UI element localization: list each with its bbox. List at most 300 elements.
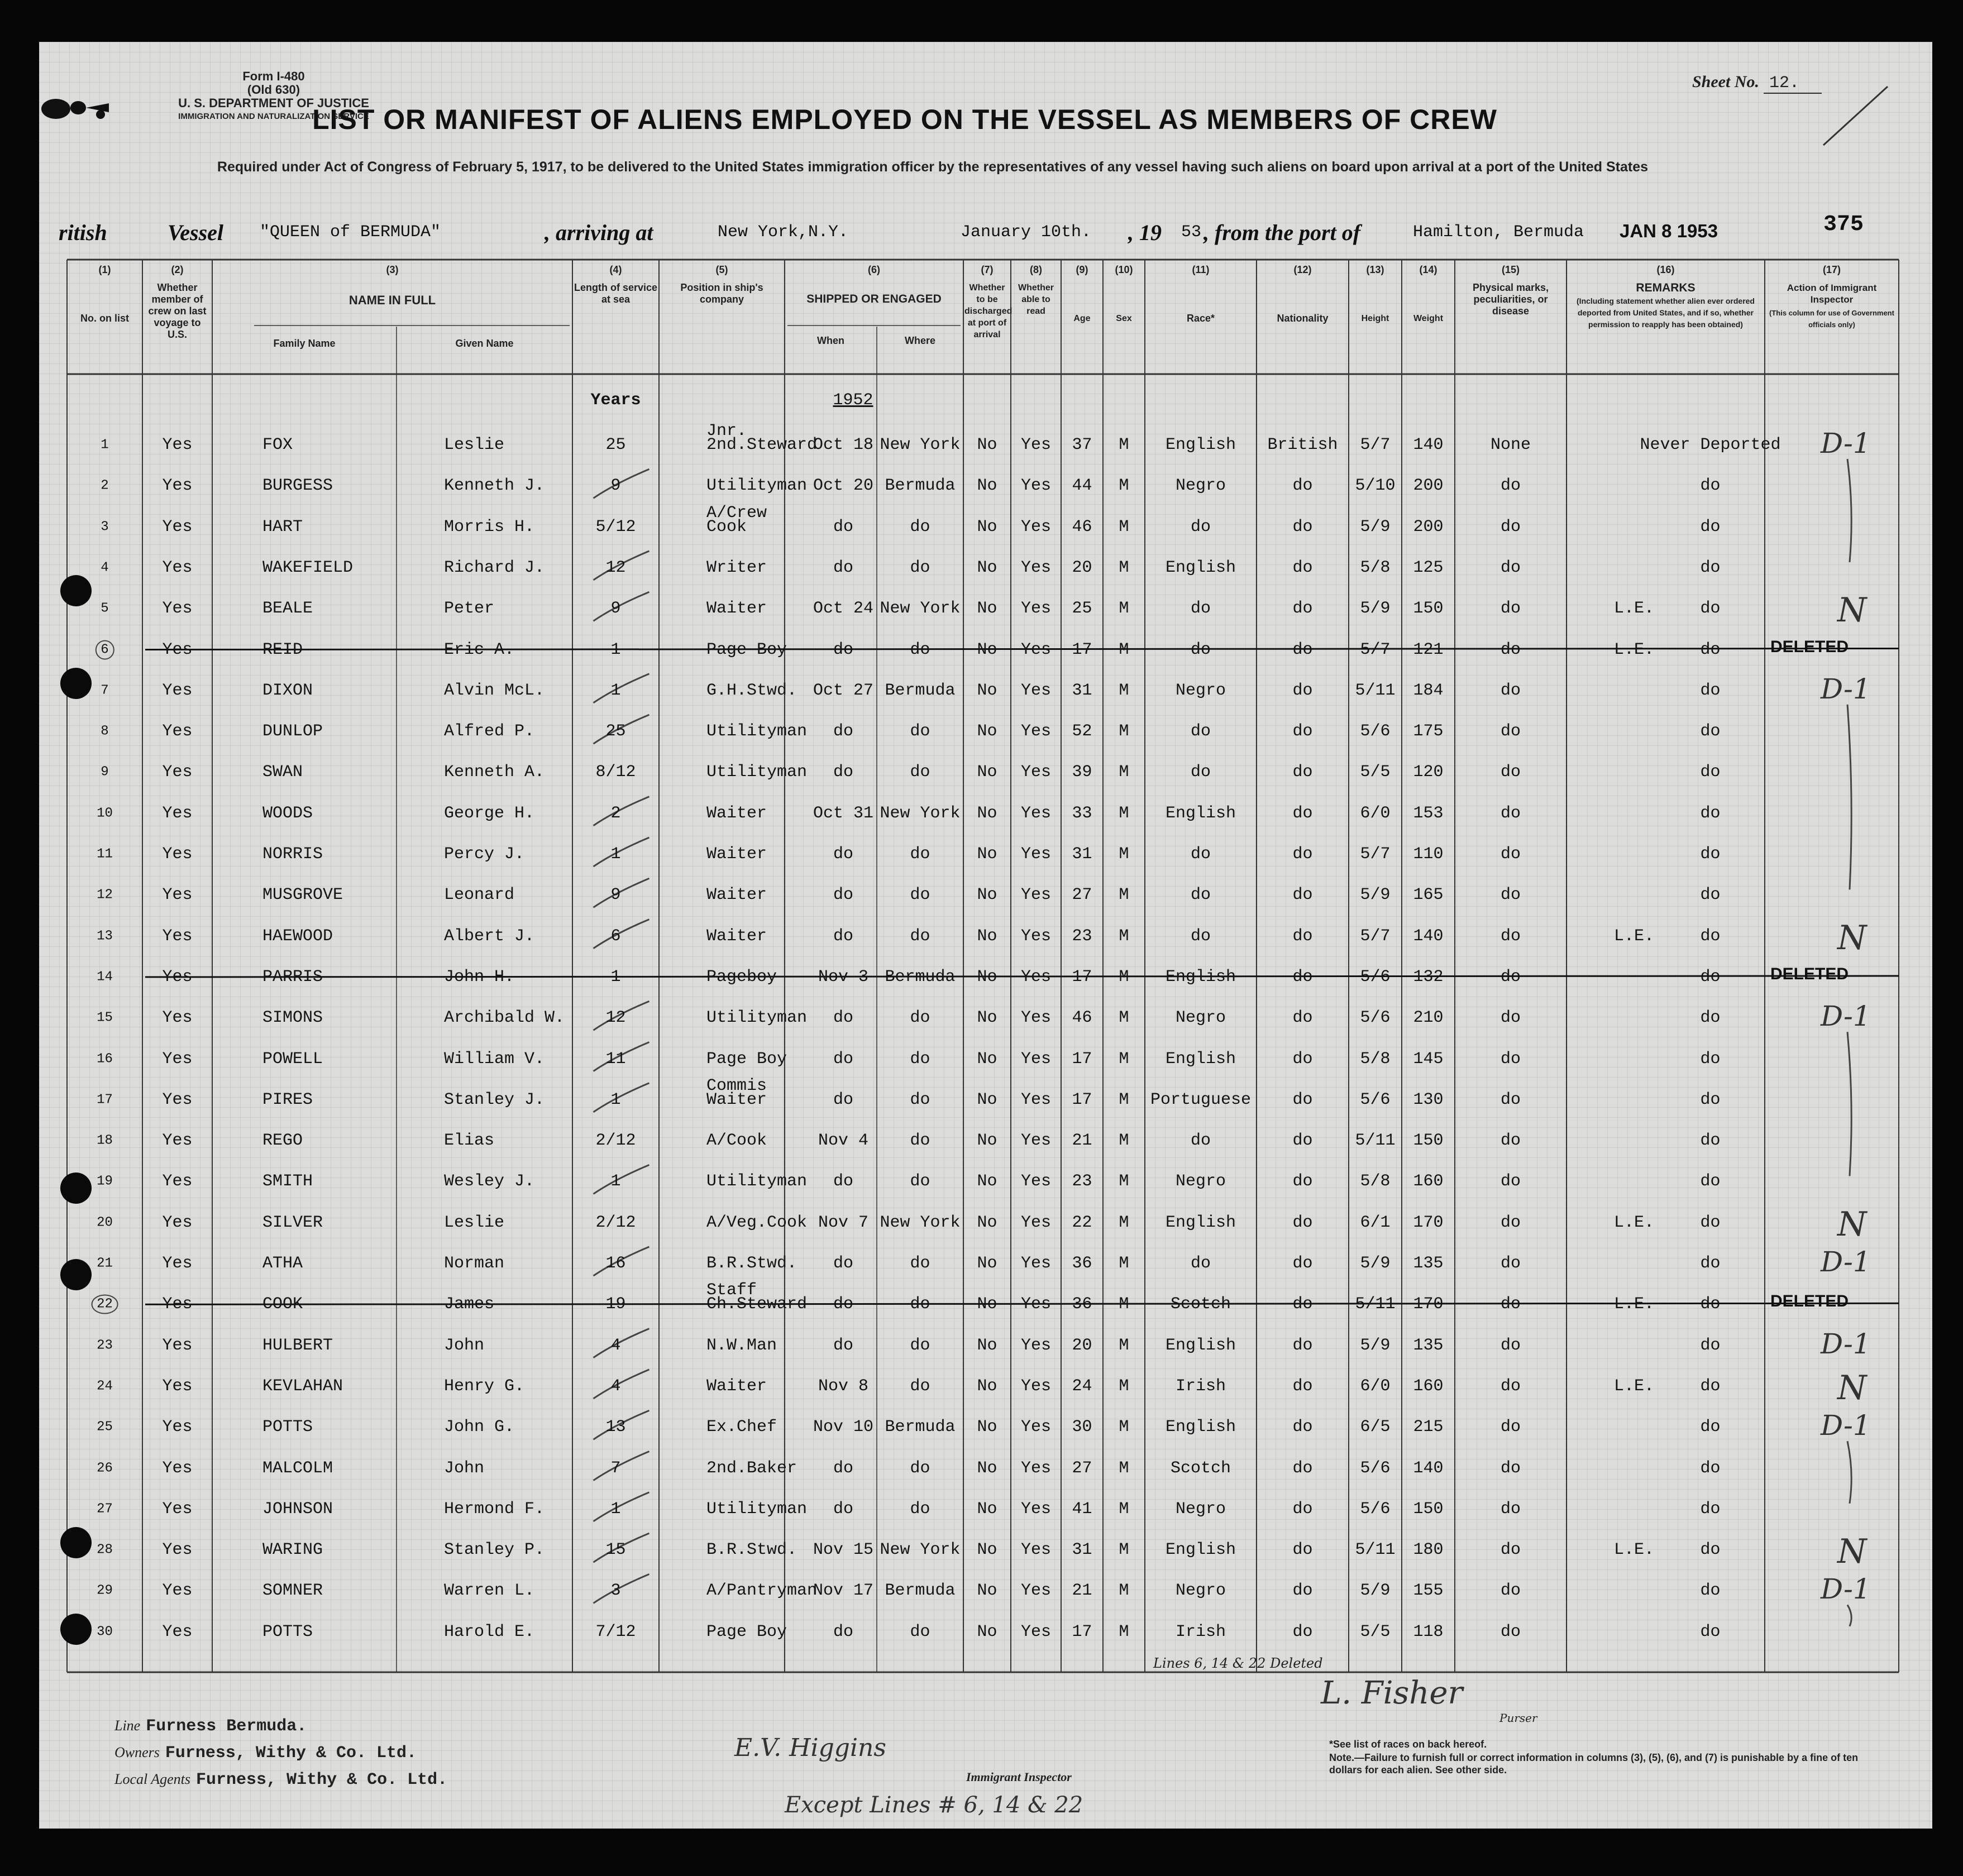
shipped-where: New York xyxy=(880,436,961,454)
race: do xyxy=(1190,599,1211,619)
height: 5/7 xyxy=(1360,845,1391,864)
position: G.H.Stwd. xyxy=(706,681,797,700)
shipped-when: do xyxy=(833,886,854,905)
race: English xyxy=(1165,803,1236,823)
form-id: Form I-480 xyxy=(242,69,305,83)
length-of-service: 1 xyxy=(610,1499,621,1519)
nationality: do xyxy=(1292,599,1313,619)
deleted-stamp: DELETED xyxy=(1770,637,1849,656)
remarks-le: L.E. xyxy=(1614,1295,1655,1314)
header-c5-label: Position in ship's company xyxy=(680,282,763,305)
physical-marks: do xyxy=(1500,1172,1521,1191)
service-check-mark xyxy=(594,1574,649,1603)
family-name: PIRES xyxy=(262,1090,313,1109)
physical-marks: do xyxy=(1500,640,1521,659)
agents-field xyxy=(114,1770,447,1789)
row-number: 8 xyxy=(101,724,109,739)
height: 6/1 xyxy=(1360,1213,1391,1232)
row-number: 4 xyxy=(101,560,109,576)
service-check-mark xyxy=(594,674,649,703)
nationality: British xyxy=(1267,436,1338,454)
remarks: do xyxy=(1700,476,1721,496)
position: B.R.Stwd. xyxy=(706,1254,797,1273)
prev-voyage: Yes xyxy=(162,1540,193,1560)
inspector-action-mark: D-1 xyxy=(1821,427,1871,460)
family-name: SIMONS xyxy=(262,1008,323,1028)
shipped-where: do xyxy=(910,1008,930,1028)
row-number: 26 xyxy=(97,1461,113,1476)
service-check-mark xyxy=(594,1452,649,1481)
shipped-when: Oct 24 xyxy=(813,599,874,619)
row-number: 7 xyxy=(101,683,109,698)
height: 6/0 xyxy=(1360,803,1391,823)
nationality: do xyxy=(1292,1295,1313,1314)
physical-marks: do xyxy=(1500,845,1521,864)
sex: M xyxy=(1119,640,1129,659)
race: English xyxy=(1165,436,1236,454)
weight: 165 xyxy=(1413,886,1444,905)
shipped-where: do xyxy=(910,926,930,946)
family-name: REID xyxy=(262,640,303,659)
line-field xyxy=(114,1717,307,1736)
deleted-stamp: DELETED xyxy=(1770,964,1849,983)
length-of-service: 7/12 xyxy=(595,1622,636,1642)
race: Negro xyxy=(1175,681,1226,700)
age: 37 xyxy=(1072,436,1092,454)
height: 5/8 xyxy=(1360,558,1391,577)
sex: M xyxy=(1119,1581,1129,1601)
arriving-label: , arriving at xyxy=(545,220,653,245)
shipped-when: Nov 3 xyxy=(818,967,869,987)
physical-marks: do xyxy=(1500,1254,1521,1273)
sex: M xyxy=(1119,1418,1129,1437)
header-shipped-when: When xyxy=(817,335,844,346)
shipped-where: do xyxy=(910,1376,930,1396)
remarks: do xyxy=(1700,1622,1721,1642)
physical-marks: do xyxy=(1500,886,1521,905)
given-name: Morris H. xyxy=(444,517,535,537)
height: 5/11 xyxy=(1355,681,1396,700)
weight: 132 xyxy=(1413,967,1444,987)
row-number: 28 xyxy=(97,1542,113,1558)
nationality: do xyxy=(1292,1540,1313,1560)
service-check-mark xyxy=(594,1370,649,1399)
row-number: 23 xyxy=(97,1338,113,1353)
sex: M xyxy=(1119,926,1129,946)
row-number: 10 xyxy=(97,806,113,821)
remarks: do xyxy=(1700,967,1721,987)
age: 20 xyxy=(1072,1336,1092,1355)
remarks: do xyxy=(1700,845,1721,864)
service-check-mark xyxy=(594,878,649,907)
lines-deleted-note: Lines 6, 14 & 22 Deleted xyxy=(1153,1655,1323,1671)
shipped-where: do xyxy=(910,1295,930,1314)
shipped-where: do xyxy=(910,640,930,659)
punch-hole xyxy=(60,668,92,699)
family-name: HULBERT xyxy=(262,1336,333,1355)
shipped-where: do xyxy=(910,845,930,864)
race: Negro xyxy=(1175,1172,1226,1191)
arrival-port: New York,N.Y. xyxy=(718,223,849,242)
able-to-read: Yes xyxy=(1020,1458,1052,1478)
race: English xyxy=(1165,558,1236,577)
shipped-where: do xyxy=(910,1172,930,1191)
row-number: 18 xyxy=(97,1133,113,1148)
able-to-read: Yes xyxy=(1020,1336,1052,1355)
race: do xyxy=(1190,886,1211,905)
physical-marks: do xyxy=(1500,1458,1521,1478)
position-line1: Staff xyxy=(706,1281,757,1300)
from-port-label: , from the port of xyxy=(1203,220,1361,245)
given-name: James xyxy=(444,1295,495,1314)
physical-marks: do xyxy=(1500,1418,1521,1437)
shipped-when: Oct 27 xyxy=(813,681,874,700)
nationality: do xyxy=(1292,1090,1313,1109)
weight: 215 xyxy=(1413,1418,1444,1437)
weight: 160 xyxy=(1413,1172,1444,1191)
able-to-read: Yes xyxy=(1020,1376,1052,1396)
physical-marks: do xyxy=(1500,1008,1521,1028)
race-note: *See list of races on back hereof. xyxy=(1329,1739,1487,1750)
able-to-read: Yes xyxy=(1020,886,1052,905)
physical-marks: do xyxy=(1500,926,1521,946)
shipped-where: do xyxy=(910,1254,930,1273)
able-to-read: Yes xyxy=(1020,1090,1052,1109)
header-c17-label: Action of Immigrant Inspector xyxy=(1787,283,1877,305)
given-name: Stanley P. xyxy=(444,1540,545,1560)
header-c4-label: Length of service at sea xyxy=(574,282,658,305)
able-to-read: Yes xyxy=(1020,967,1052,987)
header-c12-label: Nationality xyxy=(1277,313,1329,324)
prev-voyage: Yes xyxy=(162,1499,193,1519)
height: 5/6 xyxy=(1360,1090,1391,1109)
arrival-year-prefix: , 19 xyxy=(1128,220,1162,245)
physical-marks: do xyxy=(1500,1622,1521,1642)
except-lines-note: Except Lines # 6, 14 & 22 xyxy=(785,1792,1083,1818)
length-of-service: 12 xyxy=(605,1008,626,1028)
remarks: do xyxy=(1700,1213,1721,1232)
nationality: do xyxy=(1292,722,1313,741)
physical-marks: do xyxy=(1500,1540,1521,1560)
header-c8-label: Whether able to read xyxy=(1018,283,1054,316)
physical-marks: do xyxy=(1500,1581,1521,1601)
sex: M xyxy=(1119,845,1129,864)
height: 5/6 xyxy=(1360,1458,1391,1478)
position-line2: Waiter xyxy=(706,1090,767,1109)
nationality: do xyxy=(1292,1172,1313,1191)
weight: 210 xyxy=(1413,1008,1444,1028)
shipped-where: do xyxy=(910,1458,930,1478)
remarks: do xyxy=(1700,1131,1721,1151)
position: Pageboy xyxy=(706,967,777,987)
deleted-stamp: DELETED xyxy=(1770,1292,1849,1311)
race: Irish xyxy=(1175,1376,1226,1396)
row-number: 27 xyxy=(97,1501,113,1517)
master-title: Purser xyxy=(1499,1711,1537,1725)
prev-voyage: Yes xyxy=(162,1131,193,1151)
prev-voyage: Yes xyxy=(162,886,193,905)
remarks: do xyxy=(1700,1499,1721,1519)
line-label: Line xyxy=(114,1717,141,1734)
given-name: Kenneth A. xyxy=(444,763,545,782)
shipped-where: New York xyxy=(880,1213,961,1232)
shipped-when: Nov 7 xyxy=(818,1213,869,1232)
race: do xyxy=(1190,1254,1211,1273)
row-number: 24 xyxy=(97,1379,113,1394)
prev-voyage: Yes xyxy=(162,967,193,987)
discharge: No xyxy=(977,967,997,987)
prev-voyage: Yes xyxy=(162,558,193,577)
header-c15-label: Physical marks, peculiarities, or disease xyxy=(1472,282,1549,317)
physical-marks: do xyxy=(1500,1499,1521,1519)
height: 5/11 xyxy=(1355,1131,1396,1151)
remarks: do xyxy=(1700,1008,1721,1028)
sex: M xyxy=(1119,681,1129,700)
age: 41 xyxy=(1072,1499,1092,1519)
length-of-service: 1 xyxy=(610,967,621,987)
row-number: 30 xyxy=(97,1624,113,1640)
remarks-le: L.E. xyxy=(1614,640,1655,659)
height: 5/9 xyxy=(1360,1336,1391,1355)
position: Utilityman xyxy=(706,476,808,496)
shipped-when: Nov 15 xyxy=(813,1540,874,1560)
sex: M xyxy=(1119,476,1129,496)
shipped-when: do xyxy=(833,1336,854,1355)
sex: M xyxy=(1119,763,1129,782)
able-to-read: Yes xyxy=(1020,1172,1052,1191)
height: 5/10 xyxy=(1355,476,1396,496)
sex: M xyxy=(1119,599,1129,619)
remarks: do xyxy=(1700,1295,1721,1314)
position-line1: Jnr. xyxy=(706,422,747,441)
nationality: do xyxy=(1292,517,1313,537)
prev-voyage: Yes xyxy=(162,1376,193,1396)
given-name: John xyxy=(444,1458,485,1478)
shipped-where: Bermuda xyxy=(885,967,956,987)
family-name: WAKEFIELD xyxy=(262,558,354,577)
shipped-where: do xyxy=(910,722,930,741)
discharge: No xyxy=(977,558,997,577)
able-to-read: Yes xyxy=(1020,1295,1052,1314)
header-c7-num: (7) xyxy=(981,264,994,275)
prev-voyage: Yes xyxy=(162,1172,193,1191)
family-name: POTTS xyxy=(262,1418,313,1437)
header-c15-num: (15) xyxy=(1501,264,1520,275)
race: do xyxy=(1190,722,1211,741)
discharge: No xyxy=(977,1090,997,1109)
pencil-check-mark xyxy=(1823,87,1888,145)
inspector-action-mark: D-1 xyxy=(1821,1327,1871,1360)
age: 31 xyxy=(1072,681,1092,700)
age: 31 xyxy=(1072,1540,1092,1560)
discharge: No xyxy=(977,1418,997,1437)
discharge: No xyxy=(977,681,997,700)
able-to-read: Yes xyxy=(1020,1213,1052,1232)
sex: M xyxy=(1119,1254,1129,1273)
height: 6/0 xyxy=(1360,1376,1391,1396)
header-family-name: Family Name xyxy=(273,338,336,349)
row-number: 1 xyxy=(101,437,109,453)
inspector-action-mark: D-1 xyxy=(1821,1000,1871,1033)
inspector-action-mark: N xyxy=(1837,591,1867,630)
weight: 153 xyxy=(1413,803,1444,823)
physical-marks: do xyxy=(1500,1295,1521,1314)
discharge: No xyxy=(977,845,997,864)
row-number: 6 xyxy=(95,640,114,659)
remarks: do xyxy=(1700,1458,1721,1478)
vessel-label: Vessel xyxy=(168,220,223,245)
length-of-service: 5/12 xyxy=(595,517,636,537)
able-to-read: Yes xyxy=(1020,517,1052,537)
owners-value: Furness, Withy & Co. Ltd. xyxy=(165,1744,417,1763)
physical-marks: do xyxy=(1500,1131,1521,1151)
shipped-where: do xyxy=(910,1622,930,1642)
position: Waiter xyxy=(706,1376,767,1396)
length-of-service: 4 xyxy=(610,1336,621,1355)
discharge: No xyxy=(977,886,997,905)
height: 6/5 xyxy=(1360,1418,1391,1437)
agents-label: Local Agents xyxy=(114,1771,191,1787)
inspector-action-mark: N xyxy=(1837,1368,1867,1408)
length-of-service: 12 xyxy=(605,558,626,577)
punch-hole xyxy=(60,1614,92,1645)
family-name: NORRIS xyxy=(262,845,323,864)
service-check-mark xyxy=(594,1492,649,1521)
page-title: LIST OR MANIFEST OF ALIENS EMPLOYED ON THE VESSEL AS MEMBERS OF CREW xyxy=(312,104,1497,135)
weight: 145 xyxy=(1413,1049,1444,1069)
age: 17 xyxy=(1072,1090,1092,1109)
discharge: No xyxy=(977,1458,997,1478)
height: 5/9 xyxy=(1360,886,1391,905)
header-c16-label: REMARKS xyxy=(1636,281,1695,294)
inspector-action-mark: N xyxy=(1837,1204,1867,1244)
physical-marks: do xyxy=(1500,1336,1521,1355)
physical-marks: do xyxy=(1500,517,1521,537)
page-number: 375 xyxy=(1823,212,1864,237)
length-of-service: 25 xyxy=(605,436,626,454)
nationality: do xyxy=(1292,1418,1313,1437)
discharge: No xyxy=(977,926,997,946)
given-name: Leonard xyxy=(444,886,515,905)
sex: M xyxy=(1119,1376,1129,1396)
sex: M xyxy=(1119,803,1129,823)
weight: 175 xyxy=(1413,722,1444,741)
family-name: FOX xyxy=(262,436,293,454)
header-c13-num: (13) xyxy=(1366,264,1384,275)
header-c14-label: Weight xyxy=(1413,314,1444,323)
shipped-when: do xyxy=(833,1254,854,1273)
shipped-when: Oct 31 xyxy=(813,803,874,823)
position: Waiter xyxy=(706,599,767,619)
remarks: do xyxy=(1700,722,1721,741)
given-name: Stanley J. xyxy=(444,1090,545,1109)
row-number: 21 xyxy=(97,1256,113,1271)
height: 5/7 xyxy=(1360,436,1391,454)
prev-voyage: Yes xyxy=(162,722,193,741)
length-of-service: 25 xyxy=(605,722,626,741)
race: English xyxy=(1165,1336,1236,1355)
row-number: 12 xyxy=(97,887,113,903)
row-number: 22 xyxy=(91,1295,118,1314)
header-shipped-where: Where xyxy=(904,335,935,346)
shipped-when: do xyxy=(833,558,854,577)
remarks: do xyxy=(1700,1376,1721,1396)
prev-voyage: Yes xyxy=(162,640,193,659)
nationality: do xyxy=(1292,1581,1313,1601)
prev-voyage: Yes xyxy=(162,1090,193,1109)
row-number: 19 xyxy=(97,1174,113,1189)
position: 2nd.Baker xyxy=(706,1458,797,1478)
sex: M xyxy=(1119,1131,1129,1151)
height: 5/5 xyxy=(1360,1622,1391,1642)
length-of-service: 8/12 xyxy=(595,763,636,782)
position-line1: A/Crew xyxy=(706,503,767,523)
age: 23 xyxy=(1072,926,1092,946)
header-c2-label: Whether member of crew on last voyage to U.S. xyxy=(148,282,207,340)
able-to-read: Yes xyxy=(1020,1581,1052,1601)
able-to-read: Yes xyxy=(1020,1418,1052,1437)
remarks: do xyxy=(1700,763,1721,782)
header-given-name: Given Name xyxy=(455,338,514,349)
date-stamp: JAN 8 1953 xyxy=(1620,221,1718,241)
header-c1-label: No. on list xyxy=(80,313,129,324)
age: 25 xyxy=(1072,599,1092,619)
family-name: HAEWOOD xyxy=(262,926,333,946)
discharge: No xyxy=(977,1622,997,1642)
nationality: do xyxy=(1292,681,1313,700)
able-to-read: Yes xyxy=(1020,1254,1052,1273)
physical-marks: do xyxy=(1500,681,1521,700)
age: 36 xyxy=(1072,1254,1092,1273)
given-name: Peter xyxy=(444,599,495,619)
position: Page Boy xyxy=(706,1622,787,1642)
sex: M xyxy=(1119,1008,1129,1028)
able-to-read: Yes xyxy=(1020,803,1052,823)
nationality: do xyxy=(1292,1376,1313,1396)
given-name: John G. xyxy=(444,1418,515,1437)
discharge: No xyxy=(977,1172,997,1191)
form-old-id: (Old 630) xyxy=(247,83,300,97)
header-c8-num: (8) xyxy=(1030,264,1042,275)
race: do xyxy=(1190,845,1211,864)
remarks: do xyxy=(1700,803,1721,823)
race: do xyxy=(1190,640,1211,659)
prev-voyage: Yes xyxy=(162,1622,193,1642)
remarks: do xyxy=(1700,599,1721,619)
age: 36 xyxy=(1072,1295,1092,1314)
nationality: do xyxy=(1292,886,1313,905)
row-number: 25 xyxy=(97,1419,113,1435)
able-to-read: Yes xyxy=(1020,1540,1052,1560)
race: Negro xyxy=(1175,1008,1226,1028)
shipped-when: do xyxy=(833,1008,854,1028)
prev-voyage: Yes xyxy=(162,599,193,619)
height: 5/9 xyxy=(1360,1254,1391,1273)
sex: M xyxy=(1119,517,1129,537)
length-of-service: 13 xyxy=(605,1418,626,1437)
weight: 150 xyxy=(1413,1131,1444,1151)
remarks: do xyxy=(1700,1540,1721,1560)
height: 5/7 xyxy=(1360,640,1391,659)
given-name: Wesley J. xyxy=(444,1172,535,1191)
row-number: 2 xyxy=(101,478,109,494)
shipped-where: do xyxy=(910,763,930,782)
remarks: do xyxy=(1700,1254,1721,1273)
shipped-where: do xyxy=(910,886,930,905)
discharge: No xyxy=(977,722,997,741)
nationality: do xyxy=(1292,1049,1313,1069)
age: 52 xyxy=(1072,722,1092,741)
